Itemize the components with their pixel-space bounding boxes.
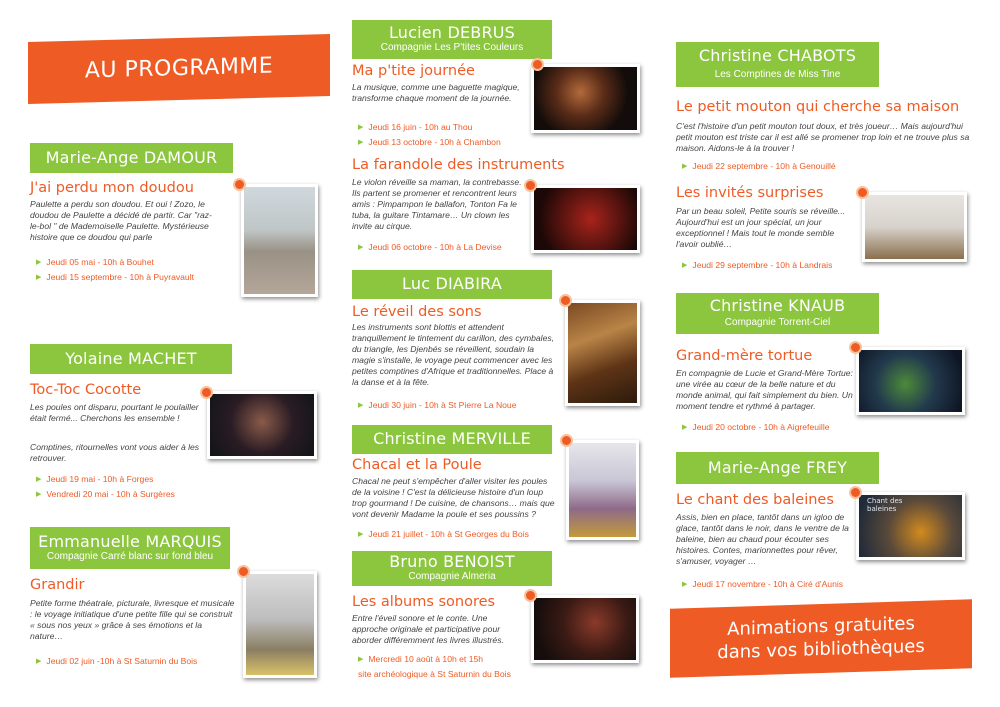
show-description: Par un beau soleil, Petite souris se réveille... Aujourd'hui est un jour spécial, un jour exceptionnel ! Mais tout le monde semble l'avoir oublié… <box>676 206 846 249</box>
show-description: Les instruments sont blottis et attendent tranquillement le tintement du carillon, des cymbales, du triangle, les Djenbés se réveillent, soudain la magie s'installe, le voyage peut commencer avec les petites comptines d'Afrique et traditionnelles. Place à la danse et à la fête. <box>352 322 555 387</box>
show-dates <box>682 577 843 592</box>
artist-name: Luc DIABIRA <box>402 274 502 294</box>
show-description: Entre l'éveil sonore et le conte. Une approche originale et participative pour aborder différemment les livres illustrés. <box>352 613 504 645</box>
company-name: Compagnie Torrent-Ciel <box>724 317 831 329</box>
show-title: Ma p'tite journée <box>352 63 475 79</box>
artist-banner-diabira <box>352 270 552 299</box>
show-description: En compagnie de Lucie et Grand-Mère Tortue: une virée au cœur de la belle nature et du monde animal, qui fait simplement du bien. Un moment tendre et rythmé à partager. <box>676 368 853 411</box>
show-title: Toc-Toc Cocotte <box>30 382 142 398</box>
show-description: Chacal ne peut s'empêcher d'aller visiter les poules de la voisine ! C'est la délicieuse histoire d'un loup trop gourmand ! De cuisine, de chansons… mais que vont devenir Madame la poule et ses poussins ? <box>352 476 555 519</box>
show-dates <box>682 420 830 435</box>
show-photo <box>531 185 640 253</box>
show-photo <box>241 184 318 297</box>
date-item: ▶ Mercredi 10 août à 10h et 15h <box>358 652 511 667</box>
show-photo <box>856 347 965 415</box>
show-dates <box>36 255 194 284</box>
decorative-dot <box>559 294 572 307</box>
footer-banner <box>670 599 972 677</box>
decorative-dot <box>524 179 537 192</box>
show-title: La farandole des instruments <box>352 157 565 173</box>
artist-name: Yolaine MACHET <box>65 348 197 368</box>
footer-line-1: Animations gratuites <box>727 613 915 640</box>
artist-banner-knaub <box>676 293 879 334</box>
show-photo <box>207 391 317 459</box>
date-item-continued: site archéologique à St Saturnin du Bois <box>358 668 511 679</box>
decorative-dot <box>531 58 544 71</box>
decorative-dot <box>849 486 862 499</box>
date-item: ▶ Jeudi 06 octobre - 10h à La Devise <box>358 240 502 255</box>
date-item: ▶ Jeudi 05 mai - 10h à Bouhet <box>36 255 194 270</box>
photo-caption: Chant des baleines <box>867 497 903 513</box>
show-description: La musique, comme une baguette magique, transforme chaque moment de la journée. <box>352 82 520 103</box>
date-item: ▶ Jeudi 17 novembre - 10h à Ciré d'Aunis <box>682 577 843 592</box>
show-dates <box>358 398 517 413</box>
show-title: Grand-mère tortue <box>676 348 813 364</box>
show-dates <box>36 472 175 501</box>
artist-banner-benoist <box>352 551 552 586</box>
show-description: Comptines, ritournelles vont vous aider à les retrouver. <box>30 442 200 463</box>
decorative-dot <box>524 589 537 602</box>
show-photo <box>531 595 639 663</box>
show-dates <box>682 159 836 174</box>
date-item: ▶ Jeudi 15 septembre - 10h à Puyravault <box>36 270 194 285</box>
artist-banner-damour <box>30 143 233 173</box>
date-item: ▶ Jeudi 16 juin - 10h au Thou <box>358 120 501 135</box>
artist-name: Emmanuelle MARQUIS <box>38 531 222 551</box>
company-name: Compagnie Almeria <box>408 571 496 583</box>
show-title: J'ai perdu mon doudou <box>30 180 194 196</box>
artist-banner-machet <box>30 344 232 374</box>
show-dates <box>358 652 511 681</box>
artist-name: Christine MERVILLE <box>373 429 531 449</box>
decorative-dot <box>200 386 213 399</box>
show-photo <box>531 64 640 133</box>
show-description: Petite forme théatrale, picturale, livresque et musicale : le voyage initiatique d'une petite fille qui se construit « sous nos yeux » grâce à ses émotions et la nature… <box>30 598 235 641</box>
date-item: ▶ Jeudi 21 juillet - 10h à St Georges du Bois <box>358 527 529 542</box>
show-title: Le chant des baleines <box>676 492 834 508</box>
date-item: ▶ Jeudi 20 octobre - 10h à Aigrefeuille <box>682 420 830 435</box>
show-photo <box>566 440 639 540</box>
show-dates <box>36 654 197 669</box>
artist-banner-frey <box>676 452 879 484</box>
decorative-dot <box>856 186 869 199</box>
artist-name: Christine KNAUB <box>709 296 846 316</box>
artist-banner-chabots <box>676 42 879 87</box>
show-photo <box>862 192 967 262</box>
company-name: Compagnie Carré blanc sur fond bleu <box>46 550 214 562</box>
show-dates <box>358 527 529 542</box>
artist-banner-marquis <box>30 527 230 569</box>
date-item: ▶ Jeudi 02 juin -10h à St Saturnin du Bois <box>36 654 197 669</box>
artist-banner-merville <box>352 425 552 454</box>
show-title: Le réveil des sons <box>352 304 482 320</box>
company-name: Compagnie Les P'tites Couleurs <box>380 42 524 54</box>
artist-name: Bruno BENOIST <box>389 552 515 572</box>
show-photo <box>243 571 317 678</box>
show-description: Paulette a perdu son doudou. Et oui ! Zozo, le doudou de Paulette a décidé de partir. Car "raz-le-bol " de Mademoiselle Paulette. Mystérieuse histoire que ce doudou qui parle <box>30 199 212 242</box>
decorative-dot <box>560 434 573 447</box>
show-description: C'est l'histoire d'un petit mouton tout doux, et très joueur… Mais aujourd'hui petit mouton est triste car il est allé se promener trop loin et ne trouve plus sa maison. Aidons-le à la trouver ! <box>676 121 970 153</box>
footer-line-2: dans vos bibliothèques <box>717 635 925 663</box>
header-banner <box>28 34 330 104</box>
show-title: Les invités surprises <box>676 185 824 201</box>
date-item: ▶ Vendredi 20 mai - 10h à Surgères <box>36 487 175 502</box>
artist-banner-debrus <box>352 20 552 59</box>
decorative-dot <box>233 178 246 191</box>
artist-name: Marie-Ange DAMOUR <box>45 147 218 167</box>
show-title: Le petit mouton qui cherche sa maison <box>676 99 960 115</box>
show-photo <box>856 492 965 560</box>
date-item: ▶ Jeudi 29 septembre - 10h à Landrais <box>682 258 832 273</box>
artist-name: Christine CHABOTS <box>698 46 857 66</box>
company-name: Les Comptines de Miss Tine <box>714 69 841 81</box>
date-item: ▶ Jeudi 30 juin - 10h à St Pierre La Noue <box>358 398 517 413</box>
artist-name: Marie-Ange FREY <box>707 457 848 477</box>
show-description: Assis, bien en place, tantôt dans un igloo de glace, tantôt dans le noir, dans le ventre de la baleine, bien au chaud pour écouter ses histoires. Contes, marionnettes pour rêver, s'amuser, voyager … <box>676 512 849 566</box>
date-item: ▶ Jeudi 19 mai - 10h à Forges <box>36 472 175 487</box>
artist-name: Lucien DEBRUS <box>388 23 516 43</box>
date-item: ▶ Jeudi 22 septembre - 10h à Genouillé <box>682 159 836 174</box>
show-description: Les poules ont disparu, pourtant le poulailler était fermé... Cherchons les ensemble ! <box>30 402 199 423</box>
page-title: AU PROGRAMME <box>84 53 274 84</box>
show-dates <box>358 120 501 149</box>
show-description: Le violon réveille sa maman, la contrebasse. Ils partent se promener et rencontrent leurs amis : Pimpampon le ballafon, Tonton Fa le tuba, la guitare Tintamare… Un clown les invite au cirque. <box>352 177 522 231</box>
show-title: Les albums sonores <box>352 594 496 610</box>
date-item: ▶ Jeudi 13 octobre - 10h à Chambon <box>358 135 501 150</box>
show-title: Grandir <box>30 577 85 593</box>
show-title: Chacal et la Poule <box>352 457 482 473</box>
show-dates <box>358 240 502 255</box>
decorative-dot <box>849 341 862 354</box>
decorative-dot <box>237 565 250 578</box>
show-photo <box>565 300 640 406</box>
show-dates <box>682 258 832 273</box>
